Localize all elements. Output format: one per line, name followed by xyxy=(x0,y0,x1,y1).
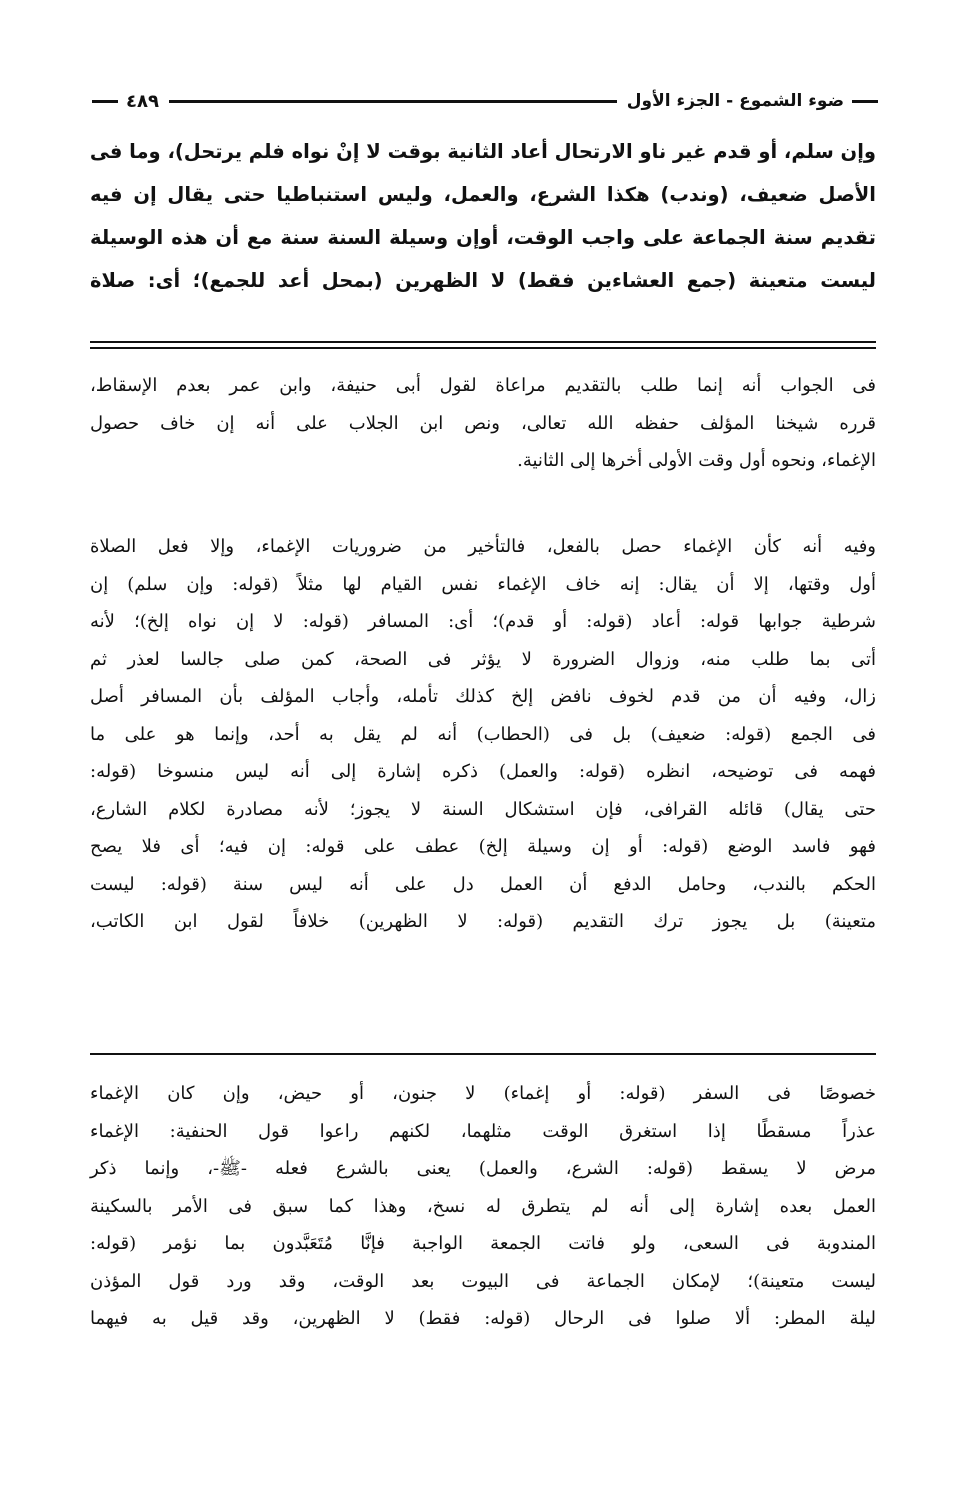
commentary-line: مرض لا يسقط (قوله: الشرع، والعمل) يعنى بالشرع فعله -ﷺ-، وإنما ذكر xyxy=(90,1158,876,1179)
header-dash-right xyxy=(852,100,878,103)
running-header xyxy=(92,86,878,116)
commentary-line: أتى بما طلب منه، وزوال الضرورة لا يؤثر فى الصحة، كمن صلى جالسا لعذر ثم xyxy=(90,648,876,670)
commentary-line: وفيه أنه كأن الإغماء حصل بالفعل، فالتأخير من ضروريات الإغماء، وإلا فعل الصلاة xyxy=(90,536,876,557)
commentary-line: فهو فاسد الوضع (قوله: أو إن وسيلة إلخ) عطف على قوله: إن فيه؛ أى فلا يصح xyxy=(90,836,876,857)
separator-double-top xyxy=(90,341,876,343)
commentary-line: الإغماء، ونحوه أول وقت الأولى أخرها إلى الثانية. xyxy=(517,450,876,471)
header-rule xyxy=(169,100,617,103)
page-number: ٤٨٩ xyxy=(126,90,159,112)
commentary-line: قرره شيخنا المؤلف حفظه الله تعالى، ونص ابن الجلاب على أنه إن خاف حصول xyxy=(90,412,876,434)
commentary-line: فى الجواب أنه إنما طلب بالتقديم مراعاة لقول أبى حنيفة، وابن عمر بعدم الإسقاط، xyxy=(90,375,876,396)
commentary-paragraph-3 xyxy=(90,1075,876,1338)
commentary-line: زال، وفيه أن من قدم لخوف نافض إلخ كذلك تأمله، وأجاب المؤلف بأن المسافر أصل xyxy=(90,686,876,707)
header-title: ضوء الشموع - الجزء الأول xyxy=(626,91,844,111)
main-line: الأصل ضعيف، (وندب) هكذا الشرع، والعمل، وليس استنباطيا حتى يقال إن فيه xyxy=(90,183,876,206)
commentary-paragraph-2 xyxy=(90,528,876,941)
commentary-line: خصوصًا فى السفر (قوله: أو إغماء) لا جنون، أو حيض، وإن كان الإغماء xyxy=(90,1083,876,1104)
commentary-line: متعينة) بل يجوز ترك التقديم (قوله: لا الظهرين) خلافاً لقول ابن الكاتب، xyxy=(90,911,876,932)
main-text xyxy=(90,130,876,302)
main-line: ليست متعينة (جمع العشاءين فقط) لا الظهرين (بمحل أعد للجمع)؛ أى: صلاة xyxy=(90,269,876,292)
commentary-line: العمل بعده إشارة إلى أنه لم يتطرق له نسخ، وهذا كما سبق فى الأمر بالسكينة xyxy=(90,1195,876,1217)
commentary-line: شرطية جوابها قوله: أعاد (قوله: أو قدم)؛ أى: المسافر (قوله: لا إن نواه إلخ)؛ لأنه xyxy=(90,611,876,632)
header-dash-left xyxy=(92,100,118,103)
main-line: تقديم سنة الجماعة على واجب الوقت، أوإن وسيلة السنة سنة مع أن هذه الوسيلة xyxy=(90,226,876,249)
main-line: وإن سلم، أو قدم غير ناو الارتحال أعاد الثانية بوقت لا إنْ نواه فلم يرتحل)، وما فى xyxy=(89,140,876,163)
separator-single xyxy=(90,1053,876,1055)
separator-double-bottom xyxy=(90,347,876,349)
commentary-line: فى الجمع (قوله: ضعيف) بل فى (الحطاب) أنه لم يقل به أحد، وإنما هو على ما xyxy=(90,723,876,745)
commentary-line: ليست متعينة)؛ لإمكان الجماعة فى البيوت بعد الوقت، وقد ورد قول المؤذن xyxy=(90,1270,876,1292)
commentary-line: الحكم بالندب، وحامل الدفع أن العمل دل على أنه ليس سنة (قوله: ليست xyxy=(90,873,876,895)
commentary-line: فهمه فى توضيحه، انظره (قوله: والعمل) ذكره إشارة إلى أنه ليس منسوخا (قوله: xyxy=(90,761,876,782)
commentary-line: عذراً مسقطًا إذا استغرق الوقت مثلهما، لكنهم راعوا قول الحنفية: الإغماء xyxy=(90,1120,876,1142)
commentary-line: المندوبة فى السعى، ولو فاتت الجمعة الواجبة فإنَّا مُتَعَبَّدون بما نؤمر (قوله: xyxy=(90,1233,876,1254)
commentary-paragraph-1 xyxy=(90,367,876,480)
commentary-line: ليلة المطر: ألا صلوا فى الرحال (قوله: فقط) لا الظهرين، وقد قيل به فيهما xyxy=(90,1308,876,1329)
commentary-line: أول وقتها، إلا أن يقال: إنه خاف الإغماء نفس القيام لها مثلاً (قوله: وإن سلم) إن xyxy=(90,573,876,595)
commentary-line: حتى يقال) قائله القرافى، فإن استشكال السنة لا يجوز؛ لأنه مصادرة لكلام الشارع، xyxy=(90,798,876,820)
